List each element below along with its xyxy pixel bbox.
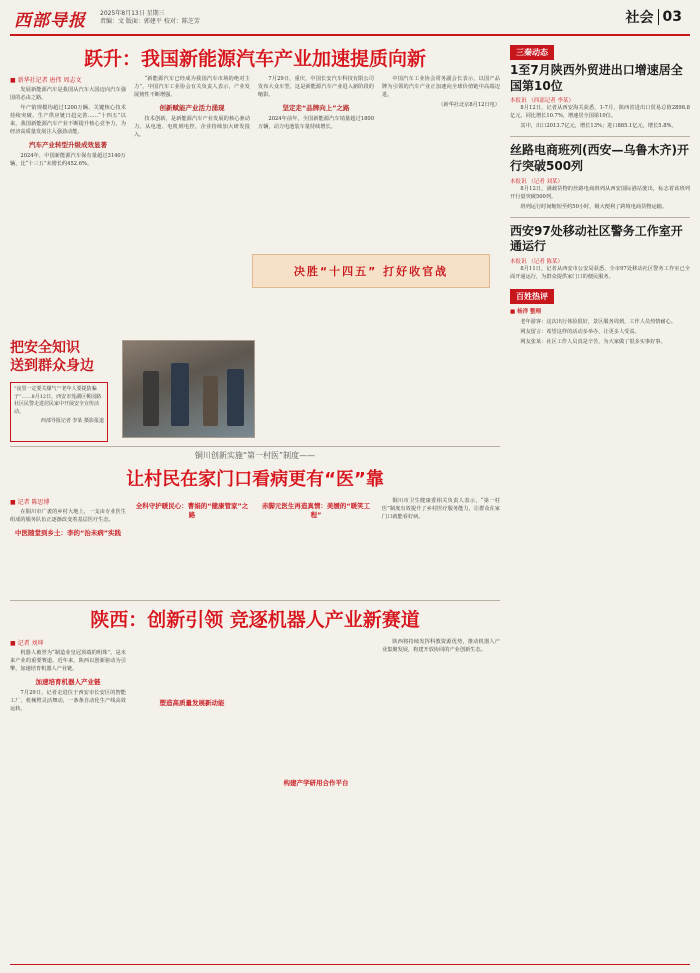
footer-rule	[10, 964, 690, 965]
newspaper-logo: 西部导报	[14, 11, 86, 31]
article2-col1	[10, 497, 126, 540]
article1-para: 2024年前年，全国新能源汽车销量超过1800万辆，动力电池装车量持续增长。	[258, 116, 374, 131]
page-number: 03	[662, 9, 682, 25]
sidebar-divider	[510, 136, 690, 137]
photo-story-title-line1: 把安全知识	[10, 340, 80, 356]
article1-col2	[134, 75, 250, 141]
photo-caption-box	[10, 382, 108, 442]
article2-para: 在铜川市广袤的乡村大地上，一支由专业医生组成的服务队伍正逐渐改变着基层医疗生态。	[10, 509, 126, 524]
article1-headline: 跃升：我国新能源汽车产业加速提质向新	[83, 48, 426, 70]
article3-subhead-2: 塑造高质量发展新动能	[159, 699, 225, 707]
article2	[10, 446, 500, 605]
article1-para: 发展新能源汽车是我国从汽车大国迈向汽车强国的必由之路。	[10, 87, 126, 102]
section-divider-line	[10, 600, 500, 601]
article3-subhead-1: 加速培育机器人产业链	[35, 678, 101, 687]
article2-subhead-2: 全科守护暖民心：曹娟的“健康管家”之路	[135, 502, 249, 519]
article2-col2	[134, 497, 250, 522]
sidebar-news1-para: 8月12日，记者从西安海关获悉，1-7月，陕西省进出口贸易总值2898.8亿元，同比增长10.7%，增速居全国第10位。	[510, 105, 690, 120]
opinion-para: 网友留言：希望这样的活动多举办，让更多人受益。	[520, 329, 640, 336]
issue-info	[100, 10, 200, 27]
article3-byline: ■ 记者 刘坤	[10, 640, 44, 647]
article3-subhead-3: 构建产学研用合作平台	[283, 779, 349, 787]
sidebar-news3-para: 8月11日，记者从西安市公安局获悉，全市97处移动社区警务工作室已全面开通运行，为群众提供家门口的便民服务。	[510, 265, 690, 280]
campaign-banner-text: 决胜“十四五” 打好收官战	[293, 265, 449, 278]
photo-caption: “夜里一定要关煤气”“老年人要提防骗子”……8月12日，西安市莲湖区桃园路社区民警走进居民家中开展安全宣传活动。	[14, 386, 102, 415]
photo-person	[203, 376, 218, 426]
article3-col4	[382, 638, 500, 656]
masthead	[0, 0, 700, 44]
article1-para: 2024年，中国新能源汽车保有量超过3140万辆，比“十三五”末增长约452.6%。	[10, 153, 126, 168]
main-column	[10, 40, 500, 285]
sidebar-news1-byline: 本报讯 （西部记者 李某）	[510, 98, 574, 105]
article3-col2	[134, 638, 250, 710]
photo-person	[171, 363, 189, 426]
article1-dateline: （新华社北京8月12日电）	[438, 102, 500, 109]
article2-headline: 让村民在家门口看病更有“医”靠	[126, 469, 384, 490]
article2-subhead-1: 中医随堂到乡土：李的“治未病”实践	[14, 529, 122, 538]
masthead-rule	[10, 34, 690, 36]
issue-date: 2025年8月13日 星期三	[100, 10, 165, 17]
sidebar-news1-para: 其中，出口2013.7亿元，增长13%；进口885.1亿元，增长5.8%。	[520, 123, 677, 130]
sidebar-news2-para: 班列运行时间缩短至约50小时，极大便利了跨境电商货物运输。	[520, 203, 668, 210]
article3-para: 7月29日，记者走进位于西安市长安区的智能工厂，机械臂灵活舞动，一条条自动化生产线高效运转。	[10, 690, 126, 713]
issue-editors: 责编：文 版面：郭建平 校对：陈芝芳	[100, 18, 200, 26]
opinion-para: 老年游客：这次出行体验很好，景区服务周到，工作人员热情耐心。	[520, 319, 677, 326]
opinion-para: 网友张某：社区工作人员真是辛苦，为大家做了很多实事好事。	[520, 339, 666, 346]
article1-para: 7月29日，重庆，中国长安汽车科技有限公司发布大众车型。这是新能源汽车产业进入新阶段的缩影。	[258, 76, 374, 99]
article1-subhead-2: 创新赋能产业活力涌现	[159, 104, 225, 113]
article1-para: 中国汽车工业协会常务副会长表示，以国产品牌为引领的汽车产业正加速向全球价值链中高端迈进。	[382, 76, 500, 99]
photo-person	[143, 371, 159, 426]
article1-subhead-3: 坚定走“品牌向上”之路	[282, 104, 350, 113]
photo-credit: 西部导报记者 李某 摄影报道	[40, 418, 104, 424]
article1-col1	[10, 75, 126, 171]
article1-para: 年产销规模均超过1200万辆、关键核心技术持续突破、生产供应链日趋完善……“十四五”以来，我国新能源汽车产业不断提升核心竞争力，为经济高质量发展注入强劲动能。	[10, 105, 126, 136]
article3-body	[10, 638, 500, 938]
article1-para: 技术创新，是新能源汽车产业发展的核心驱动力。从电池、电机到电控，企业持续加大研发投入。	[134, 116, 250, 139]
section-divider-line	[10, 446, 500, 447]
sidebar	[510, 40, 690, 348]
article3-col1	[10, 638, 126, 715]
article2-col4	[382, 497, 500, 523]
article2-byline: ■ 记者 陈思博	[10, 499, 50, 506]
article1-byline: ■ 新华社记者 唐伟 周志文	[10, 77, 82, 84]
article2-kicker: 铜川创新实施“第一村医”制度——	[194, 451, 316, 460]
photo-story-image	[122, 340, 255, 438]
article2-para: 铜川市卫生健康委相关负责人表示，“第一村医”制度有效提升了乡村医疗服务能力，让群众在家门口就能看好病。	[382, 498, 500, 521]
article1-col3	[258, 75, 374, 133]
article1-col4	[382, 75, 500, 111]
photo-person	[227, 369, 244, 426]
sidebar-news2-para: 8月12日，满载货物的丝路电商班列从西安国际港站驶出，标志着该班列开行量突破500列。	[510, 185, 690, 200]
article2-body	[10, 497, 500, 605]
opinion-author: ■ 杨洋 整理	[510, 309, 542, 316]
sidebar-news2-headline: 丝路电商班列(西安—乌鲁木齐)开行突破500列	[510, 143, 689, 173]
sidebar-news3-byline: 本报讯 （记者 陈某）	[510, 258, 563, 265]
section-label	[626, 6, 682, 28]
article1-para: “新能源汽车已经成为我国汽车市场的绝对主力”，中国汽车工业协会有关负责人表示，产业发展韧性不断增强。	[134, 76, 250, 99]
article3-col3	[258, 638, 374, 790]
article2-subhead-3: 赤脚元医生再造真情：美媛的“暖笑工程”	[261, 502, 371, 519]
section-name: 社会	[625, 10, 654, 26]
opinion-tag: 百姓热评	[510, 289, 554, 304]
article3-headline: 陕西：创新引领 竞逐机器人产业新赛道	[90, 609, 420, 631]
article3	[10, 600, 500, 938]
sidebar-news2-byline: 本报讯 （记者 刘某）	[510, 178, 563, 185]
sidebar-news3-headline: 西安97处移动社区警务工作室开通运行	[510, 223, 683, 254]
article3-para: 陕西将持续发挥科教资源优势，推动机器人产业集聚发展，构建开放协同的产业创新生态。	[382, 639, 500, 654]
article2-col3	[258, 497, 374, 522]
sidebar-news1-headline: 1至7月陕西外贸进出口增速居全国第10位	[510, 63, 683, 93]
article1-subhead-1: 汽车产业转型升级成效显著	[29, 141, 107, 150]
article3-para: 机器人被誉为“制造业皇冠顶端的明珠”，是未来产业的重要赛道。近年来，陕西以创新驱动为引擎，加速培育机器人产业链。	[10, 650, 126, 673]
sidebar-divider	[510, 217, 690, 218]
campaign-banner	[252, 254, 490, 288]
sidebar-tag: 三秦动态	[510, 45, 554, 60]
photo-story-title-line2: 送到群众身边	[10, 357, 94, 374]
section-divider	[658, 9, 659, 25]
